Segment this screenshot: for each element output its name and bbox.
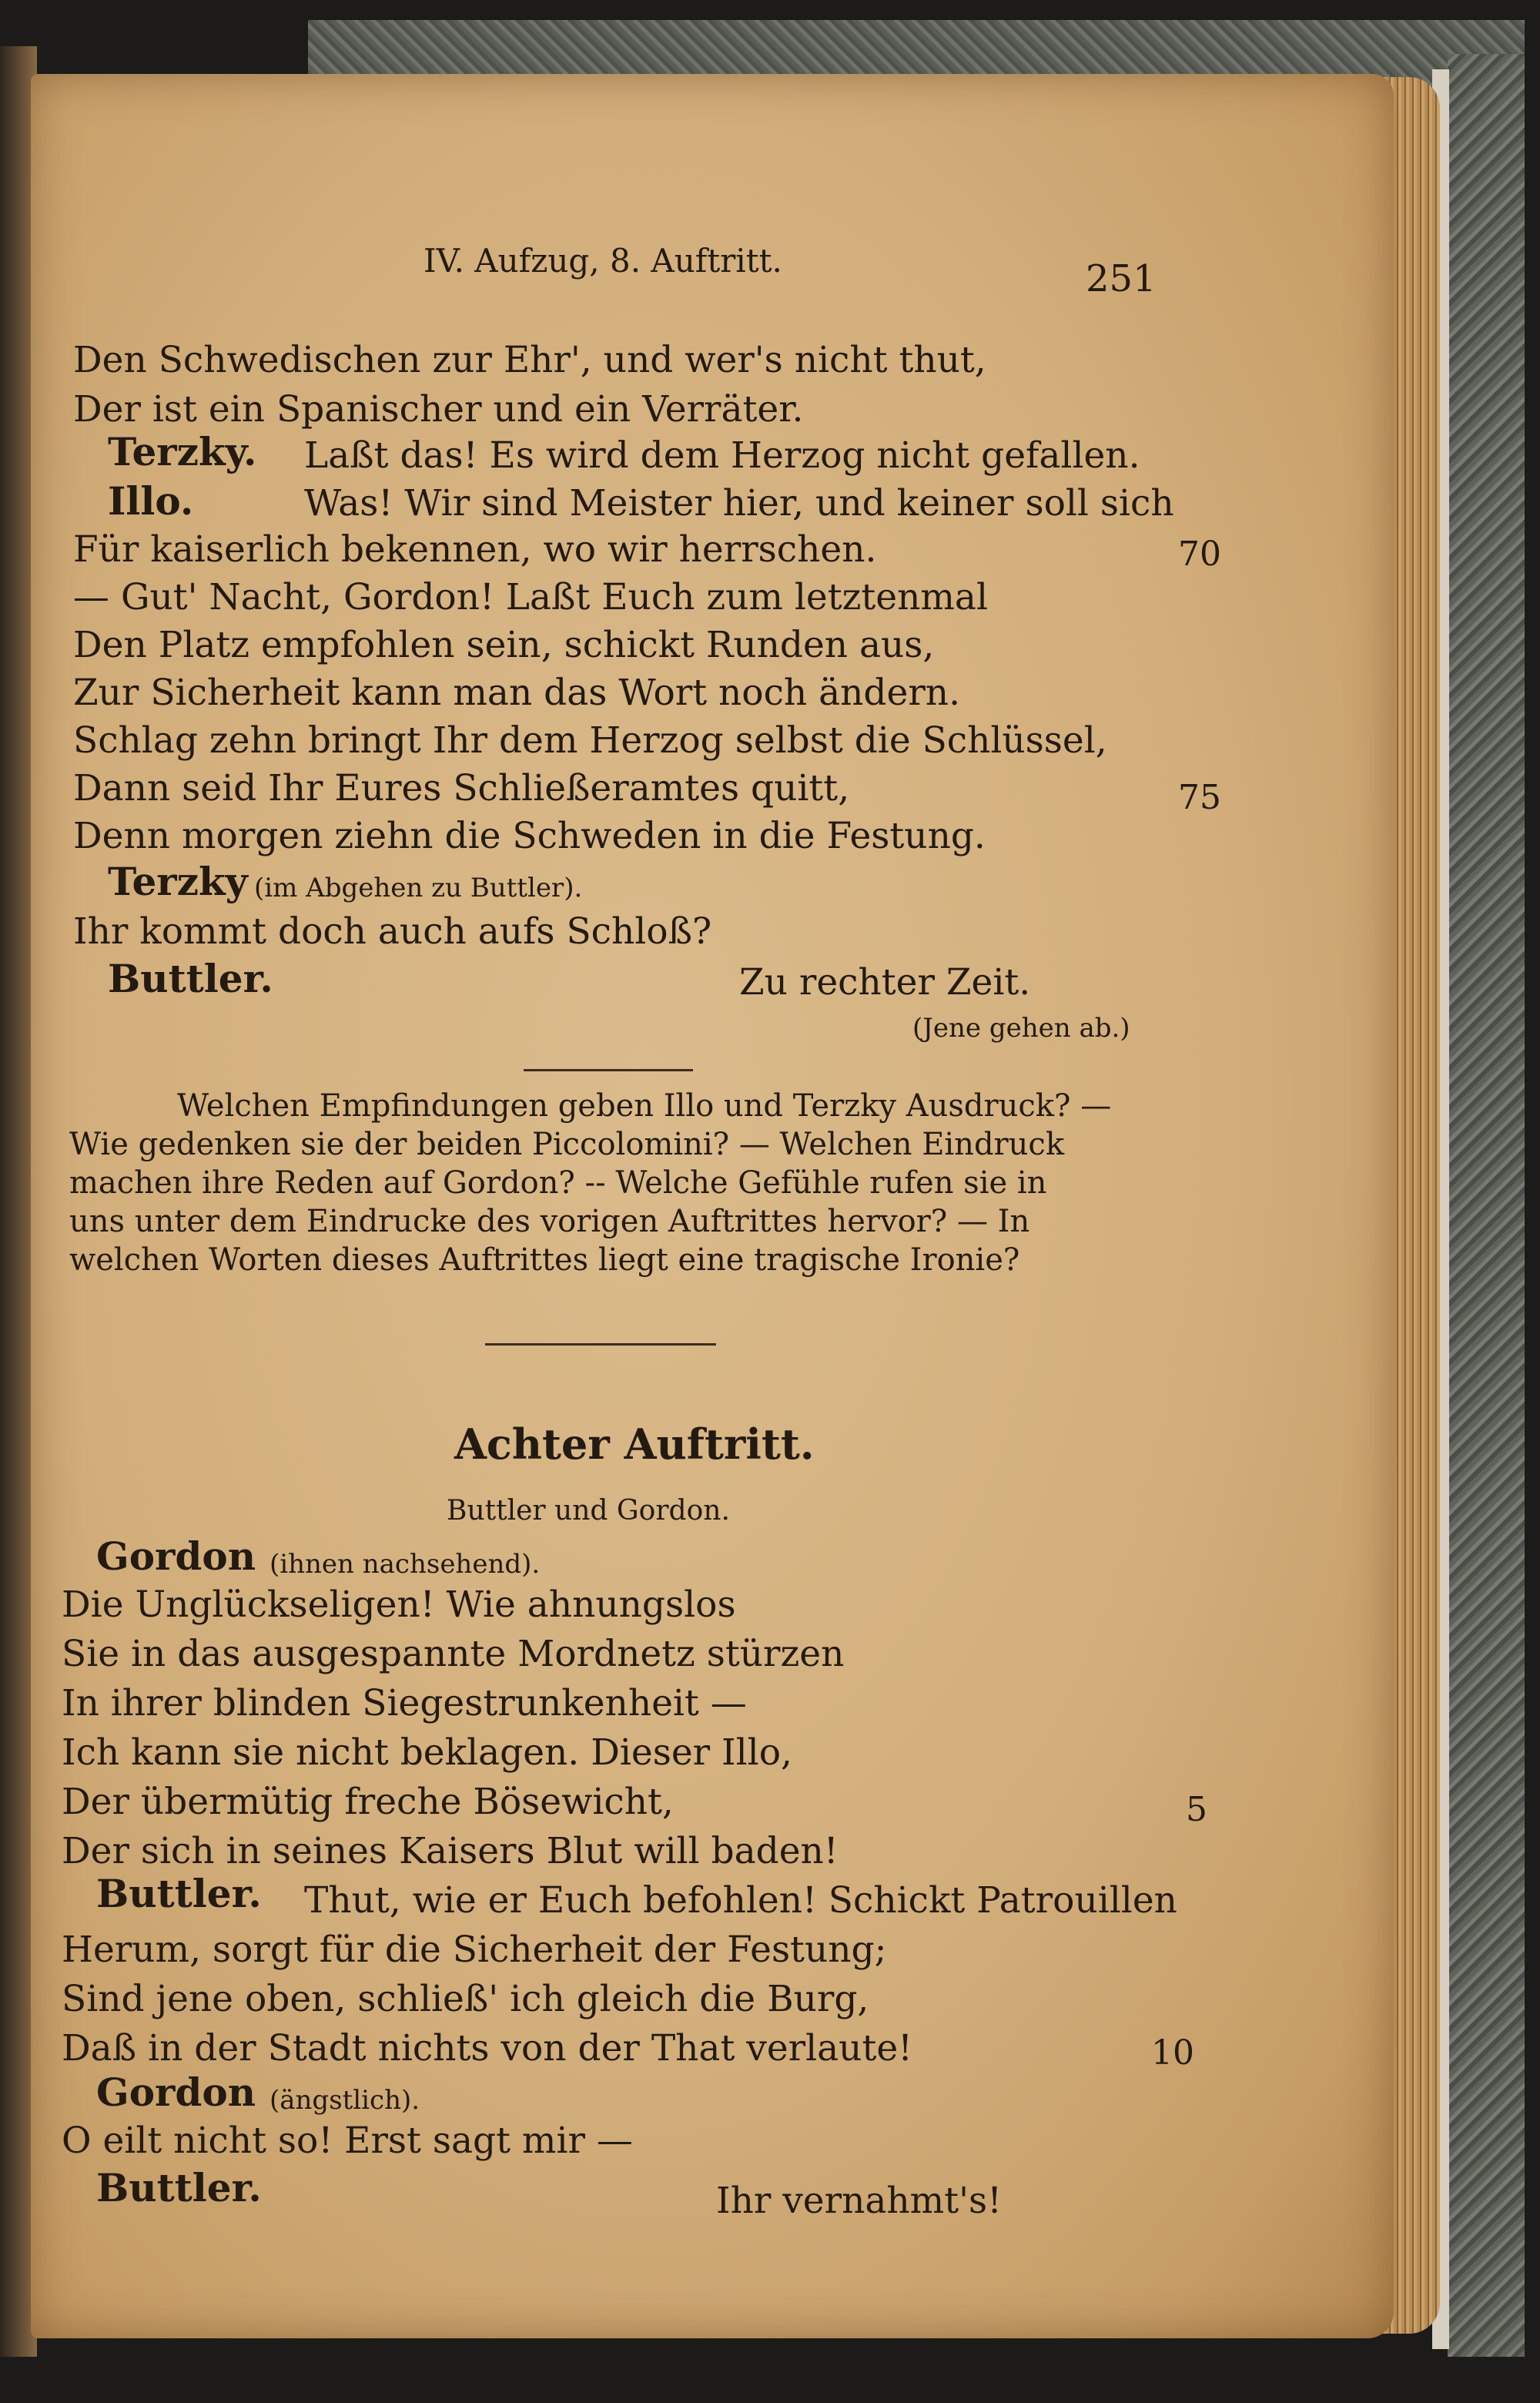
- verse-line: Ihr kommt doch auch aufs Schloß?: [73, 910, 712, 953]
- verse-line: Den Schwedischen zur Ehr', und wer's nicht thut,: [73, 339, 986, 381]
- verse-line: Ich kann sie nicht beklagen. Dieser Illo,: [62, 1731, 792, 1774]
- verse-line: — Gut' Nacht, Gordon! Laßt Euch zum letztenmal: [73, 576, 988, 618]
- stage-direction: (ängstlich).: [270, 2085, 420, 2116]
- speaker-terzky: Terzky.: [108, 429, 257, 474]
- speaker-gordon: Gordon: [96, 1533, 256, 1579]
- verse-line: Herum, sorgt für die Sicherheit der Festung;: [62, 1929, 887, 1971]
- verse-line: Der sich in seines Kaisers Blut will baden!: [62, 1830, 839, 1872]
- verse-line: Für kaiserlich bekennen, wo wir herrschen.: [73, 528, 877, 571]
- stage-direction: (ihnen nachsehend).: [270, 1549, 541, 1580]
- verse-line: Thut, wie er Euch befohlen! Schickt Patrouillen: [304, 1879, 1177, 1922]
- verse-line: Denn morgen ziehn die Schweden in die Festung.: [73, 815, 986, 857]
- speaker-illo: Illo.: [108, 478, 194, 524]
- verse-line: Was! Wir sind Meister hier, und keiner soll sich: [304, 482, 1174, 525]
- book-page: [31, 74, 1394, 2338]
- verse-line: Sie in das ausgespannte Mordnetz stürzen: [62, 1633, 845, 1675]
- verse-line: Der übermütig freche Bösewicht,: [62, 1781, 674, 1823]
- verse-line: Zur Sicherheit kann man das Wort noch ändern.: [73, 672, 961, 714]
- question-line: uns unter dem Eindrucke des vorigen Auftrittes hervor? — In: [69, 1204, 1030, 1239]
- verse-line: O eilt nicht so! Erst sagt mir —: [62, 2120, 633, 2162]
- question-line: welchen Worten dieses Auftrittes liegt eine tragische Ironie?: [69, 1242, 1020, 1278]
- line-number: 10: [1151, 2033, 1194, 2073]
- verse-line: Schlag zehn bringt Ihr dem Herzog selbst die Schlüssel,: [73, 719, 1107, 762]
- stage-direction: (im Abgehen zu Buttler).: [254, 873, 583, 903]
- cover-board-right: [1448, 54, 1525, 2357]
- scene-characters: Buttler und Gordon.: [447, 1495, 730, 1527]
- verse-line: Sind jene oben, schließ' ich gleich die Burg,: [62, 1978, 869, 2020]
- line-number: 75: [1178, 778, 1221, 817]
- stage-direction: (Jene gehen ab.): [912, 1013, 1130, 1044]
- question-line: machen ihre Reden auf Gordon? -- Welche Gefühle rufen sie in: [69, 1165, 1047, 1201]
- verse-line: Ihr vernahmt's!: [716, 2180, 1003, 2222]
- page-number: 251: [1086, 257, 1157, 300]
- separator-rule: [485, 1343, 716, 1346]
- line-number: 5: [1186, 1790, 1207, 1829]
- verse-line: Zu rechter Zeit.: [739, 961, 1031, 1004]
- verse-line: Dann seid Ihr Eures Schließeramtes quitt,: [73, 767, 850, 809]
- speaker-buttler: Buttler.: [96, 1871, 262, 1916]
- speaker-gordon: Gordon: [96, 2070, 256, 2115]
- speaker-buttler: Buttler.: [96, 2165, 262, 2210]
- scene-title: Achter Auftritt.: [454, 1419, 815, 1469]
- line-number: 70: [1178, 535, 1221, 574]
- verse-line: Daß in der Stadt nichts von der That verlaute!: [62, 2027, 913, 2070]
- verse-line: Der ist ein Spanischer und ein Verräter.: [73, 388, 804, 431]
- speaker-buttler: Buttler.: [108, 956, 273, 1001]
- question-line: Welchen Empfindungen geben Illo und Terzky Ausdruck? —: [177, 1088, 1112, 1124]
- verse-line: Den Platz empfohlen sein, schickt Runden aus,: [73, 624, 935, 666]
- verse-line: Die Unglückseligen! Wie ahnungslos: [62, 1584, 736, 1626]
- speaker-terzky: Terzky: [108, 859, 248, 904]
- verse-line: In ihrer blinden Siegestrunkenheit —: [62, 1682, 747, 1724]
- separator-rule: [524, 1069, 693, 1071]
- question-line: Wie gedenken sie der beiden Piccolomini? — Welchen Eindruck: [69, 1127, 1065, 1162]
- running-header: IV. Aufzug, 8. Auftritt.: [424, 242, 782, 280]
- verse-line: Laßt das! Es wird dem Herzog nicht gefallen.: [304, 434, 1140, 477]
